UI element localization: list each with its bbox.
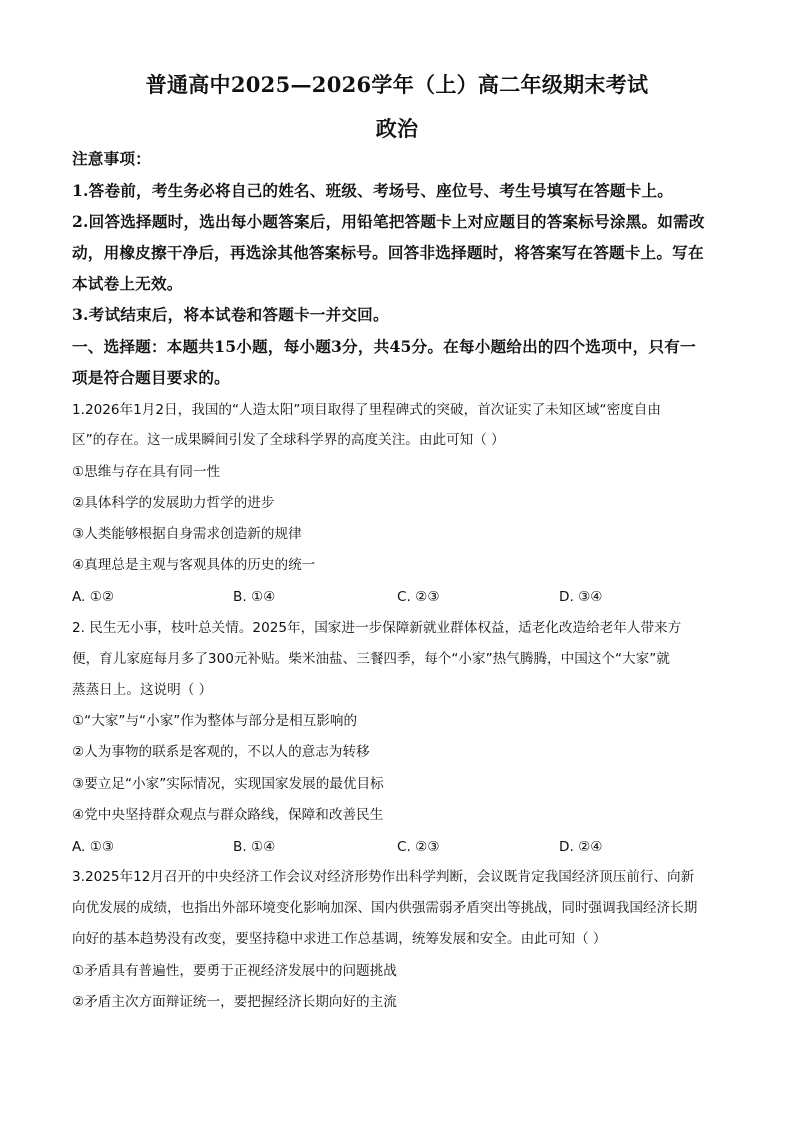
question-stem: 蒸蒸日上。这说明（ ） (72, 682, 213, 698)
statement: ②具体科学的发展助力哲学的进步 (72, 495, 275, 511)
option-c: C. ②③ (397, 589, 440, 605)
option-b: B. ①④ (233, 589, 276, 605)
option-b: B. ①④ (233, 839, 276, 855)
option-a: A. ①② (72, 589, 115, 605)
option-a: A. ①③ (72, 839, 115, 855)
statement: ③要立足“小家”实际情况，实现国家发展的最优目标 (72, 776, 384, 792)
statement: ①思维与存在具有同一性 (72, 464, 221, 480)
statement: ④党中央坚持群众观点与群众路线，保障和改善民生 (72, 807, 384, 823)
question-stem: 区”的存在。这一成果瞬间引发了全球科学界的高度关注。由此可知（ ） (72, 432, 505, 448)
notice-item: 动，用橡皮擦干净后，再选涂其他答案标号。回答非选择题时，将答案写在答题卡上。写在 (72, 243, 704, 262)
statement: ②矛盾主次方面辩证统一，要把握经济长期向好的主流 (72, 994, 397, 1010)
question-stem: 2. 民生无小事，枝叶总关情。2025年，国家进一步保障新就业群体权益，适老化改造给老年人带来方 (72, 620, 682, 636)
section-heading: 项是符合题目要求的。 (72, 368, 230, 387)
notice-item: 本试卷上无效。 (72, 274, 183, 293)
subject-title: 政治 (375, 116, 419, 141)
option-d: D. ③④ (559, 589, 603, 605)
question-stem: 3.2025年12月召开的中央经济工作会议对经济形势作出科学判断，会议既肯定我国经济顶压前行、向新 (72, 869, 695, 885)
statement: ①“大家”与“小家”作为整体与部分是相互影响的 (72, 713, 358, 729)
question-stem: 便，育儿家庭每月多了300元补贴。柴米油盐、三餐四季，每个“小家”热气腾腾，中国这个“大家”就 (72, 651, 670, 667)
notice-item: 3.考试结束后，将本试卷和答题卡一并交回。 (72, 305, 389, 324)
exam-title: 普通高中2025—2026学年（上）高二年级期末考试 (145, 72, 649, 97)
answer-options (72, 836, 722, 858)
statement: ①矛盾具有普遍性，要勇于正视经济发展中的问题挑战 (72, 963, 397, 979)
notice-item: 2.回答选择题时，选出每小题答案后，用铅笔把答题卡上对应题目的答案标号涂黑。如需改 (72, 212, 705, 231)
notice-item: 1.答卷前，考生务必将自己的姓名、班级、考场号、座位号、考生号填写在答题卡上。 (72, 181, 674, 200)
question-stem: 向优发展的成绩，也指出外部环境变化影响加深、国内供强需弱矛盾突出等挑战，同时强调我国经济长期 (72, 900, 698, 916)
statement: ④真理总是主观与客观具体的历史的统一 (72, 557, 316, 573)
question-stem: 1.2026年1月2日，我国的“人造太阳”项目取得了里程碑式的突破，首次证实了未知区域“密度自由 (72, 402, 661, 418)
question-stem: 向好的基本趋势没有改变，要坚持稳中求进工作总基调，统筹发展和安全。由此可知（ ） (72, 931, 607, 947)
answer-options (72, 586, 722, 608)
section-heading: 一、选择题：本题共15小题，每小题3分，共45分。在每小题给出的四个选项中，只有一 (72, 337, 696, 356)
statement: ②人为事物的联系是客观的，不以人的意志为转移 (72, 744, 370, 760)
statement: ③人类能够根据自身需求创造新的规律 (72, 526, 302, 542)
option-c: C. ②③ (397, 839, 440, 855)
option-d: D. ②④ (559, 839, 603, 855)
notice-heading: 注意事项： (72, 149, 151, 168)
